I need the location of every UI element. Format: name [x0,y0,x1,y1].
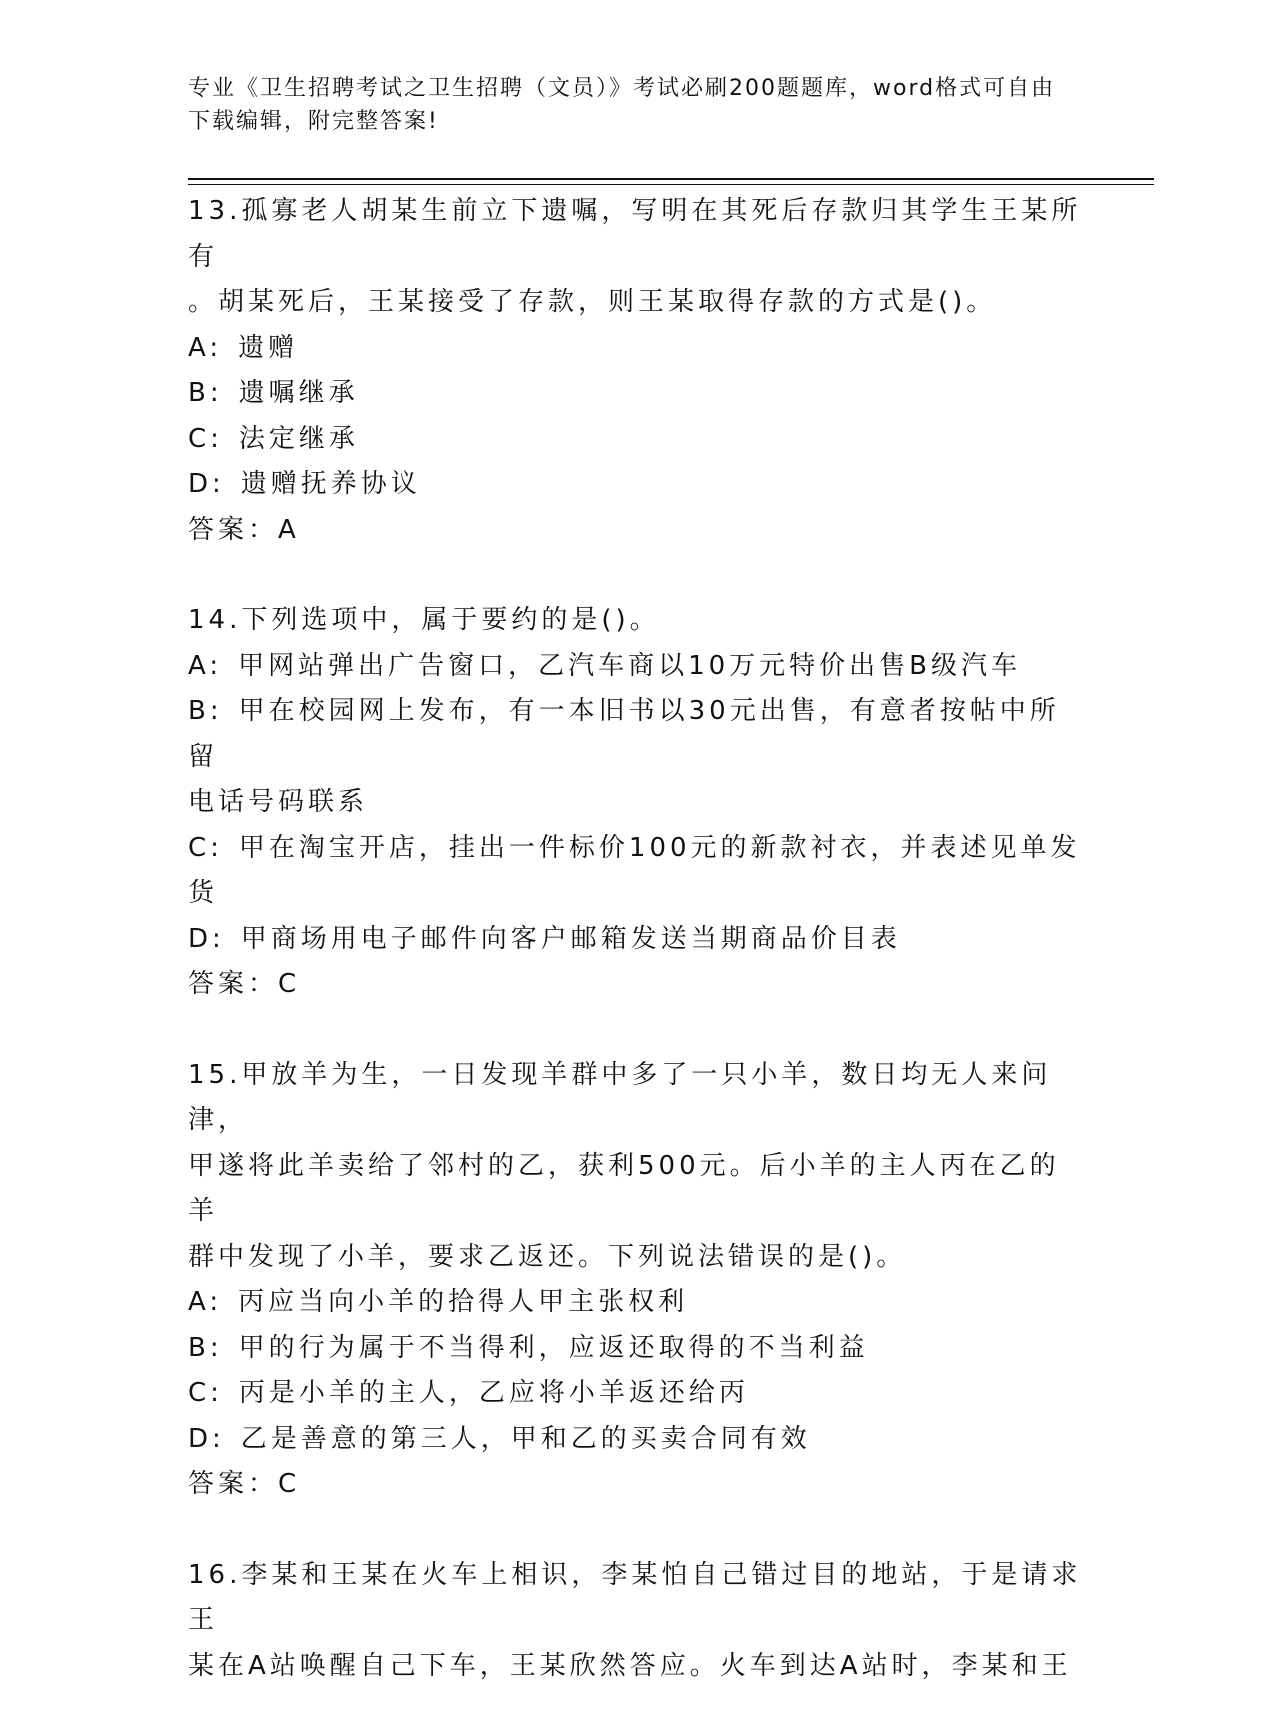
question-16 [188,1553,1088,1690]
option-label: C: [188,832,223,863]
question-stem-line: 16.李某和王某在火车上相识，李某怕自己错过目的地站，于是请求王 [188,1559,1082,1635]
option-text: 丙是小羊的主人，乙应将小羊返还给丙 [238,1378,749,1408]
question-stem-line: 甲遂将此羊卖给了邻村的乙，获利500元。后小羊的主人丙在乙的羊 [188,1150,1060,1226]
option-text: 甲的行为属于不当得利，应返还取得的不当利益 [238,1332,869,1363]
header-rule-thin [188,184,1154,185]
option-d [188,917,1088,963]
answer-line: 答案：C [188,1469,301,1499]
answer-line: 答案：C [188,969,301,999]
option-b [188,1326,1088,1372]
option-label: D: [188,923,225,954]
option-text: 甲在淘宝开店，挂出一件标价100元的新款衬衣，并表述见单发货 [188,832,1081,908]
option-label: C: [188,1378,223,1408]
question-stem-line: 14.下列选项中，属于要约的是()。 [188,605,660,635]
option-c [188,417,1088,463]
option-label: B: [188,696,223,726]
option-text: 遗赠 [238,332,299,363]
option-label: A: [188,650,223,681]
document-header: 专业《卫生招聘考试之卫生招聘（文员）》考试必刷200题题库，word格式可自由下载编辑，附完整答案! [188,76,1056,134]
answer-line: 答案：A [188,514,300,545]
option-text: 甲网站弹出广告窗口，乙汽车商以10万元特价出售B级汽车 [238,650,1022,681]
option-label: D: [188,469,225,499]
option-text: 遗嘱继承 [238,378,359,408]
question-stem-line: 群中发现了小羊，要求乙返还。下列说法错误的是()。 [188,1241,907,1272]
option-text: 甲在校园网上发布，有一本旧书以30元出售，有意者按帖中所留 [188,696,1060,772]
question-13 [188,189,1088,553]
option-text: 遗赠抚养协议 [240,469,421,499]
option-a [188,644,1088,690]
option-b [188,689,1088,780]
option-b-continued: 电话号码联系 [188,787,369,817]
option-label: C: [188,423,223,454]
option-label: A: [188,1287,223,1317]
option-a [188,326,1088,372]
option-d [188,462,1088,508]
option-label: A: [188,332,223,363]
question-stem-line: 某在A站唤醒自己下车，王某欣然答应。火车到达A站时，李某和王 [188,1650,1072,1681]
option-label: B: [188,378,223,408]
option-text: 丙应当向小羊的拾得人甲主张权利 [238,1287,689,1317]
option-c [188,826,1088,917]
question-list [188,189,1088,1734]
question-15 [188,1053,1088,1508]
question-14 [188,598,1088,1008]
option-a [188,1280,1088,1326]
header-rule-thick [188,178,1154,180]
option-c [188,1371,1088,1417]
question-stem-line: 。胡某死后，王某接受了存款，则王某取得存款的方式是()。 [188,287,997,317]
question-stem-line: 13.孤寡老人胡某生前立下遗嘱，写明在其死后存款归其学生王某所有 [188,196,1082,272]
option-label: B: [188,1332,223,1363]
option-label: D: [188,1423,225,1454]
option-text: 甲商场用电子邮件向客户邮箱发送当期商品价目表 [240,923,901,954]
question-stem-line: 15.甲放羊为生，一日发现羊群中多了一只小羊，数日均无人来问津， [188,1059,1052,1135]
option-b [188,371,1088,417]
option-d [188,1417,1088,1463]
option-text: 法定继承 [238,423,359,454]
option-text: 乙是善意的第三人，甲和乙的买卖合同有效 [240,1423,811,1454]
